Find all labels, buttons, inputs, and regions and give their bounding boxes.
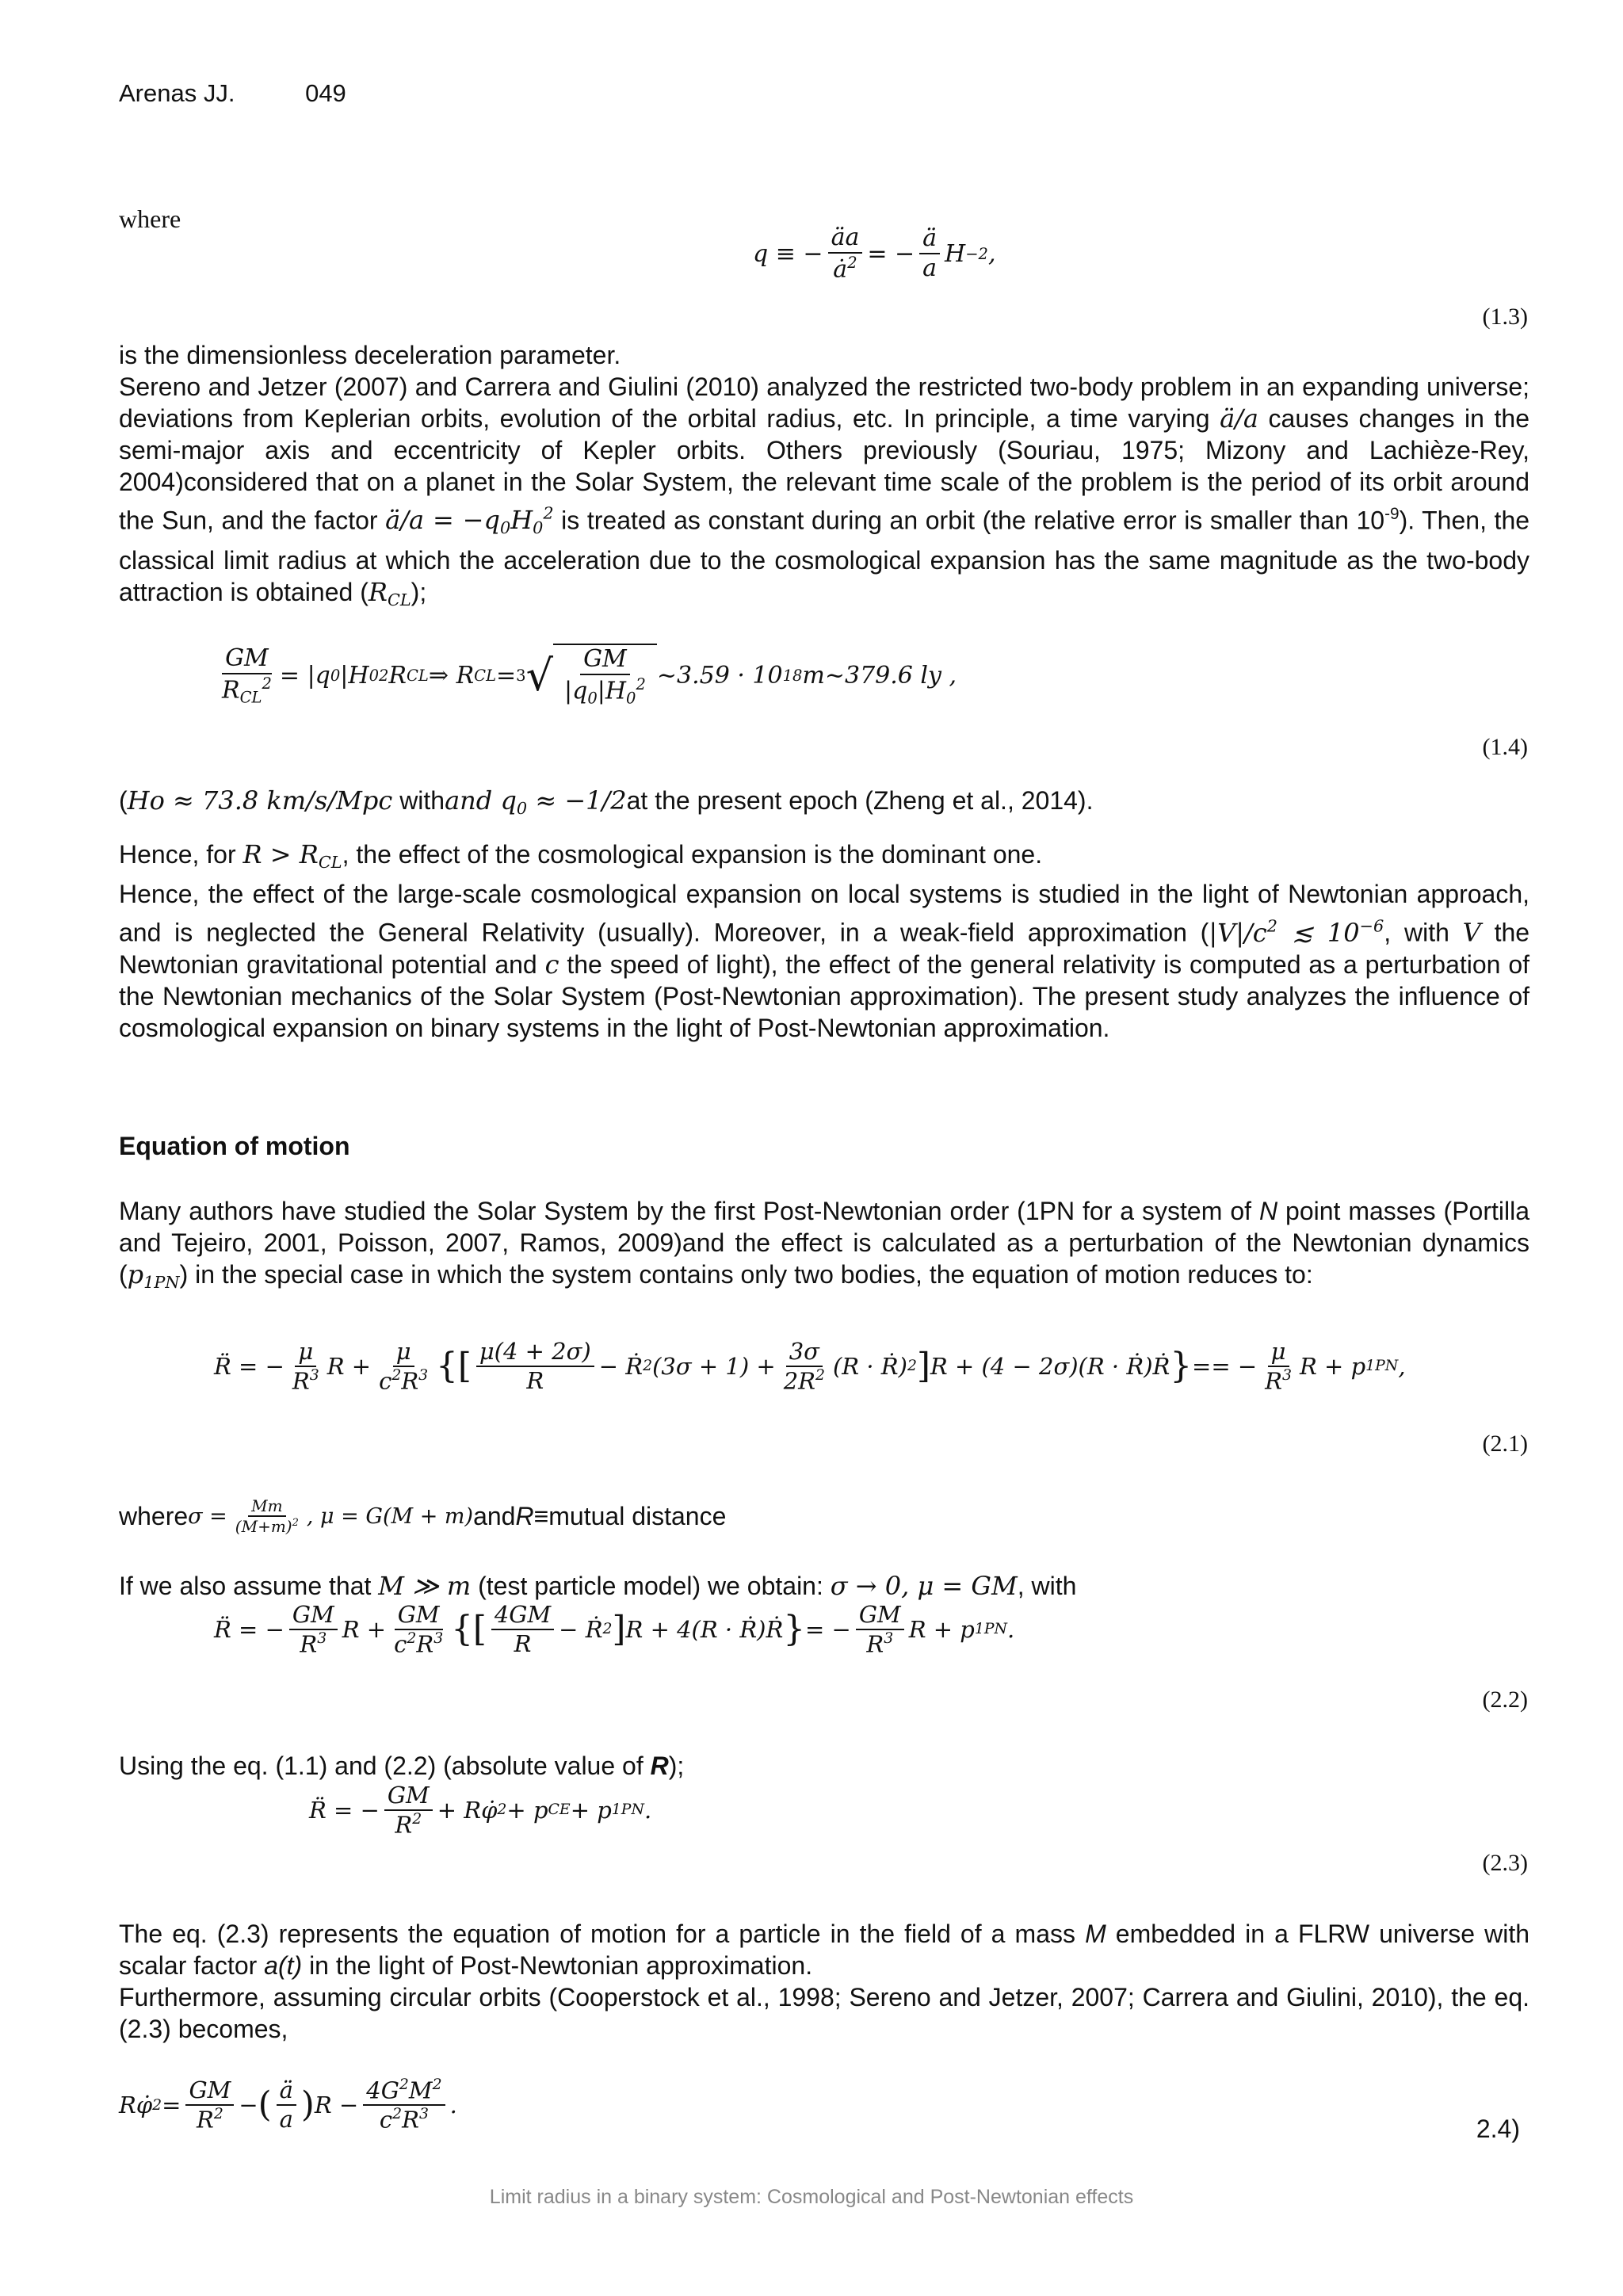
header-author: Arenas JJ. (119, 79, 235, 107)
text-span: in the light of Post-Newtonian approximation. (302, 1951, 813, 1980)
equation-2-3: R̈ = − $\frac{GM}{R^2}$ + Rφ̇ 2 + p CE + p 1PN . (309, 1782, 652, 1839)
math-symbol: q (492, 785, 517, 816)
text-span: where (119, 1501, 189, 1530)
text-span: embedded in a FLRW universe with scalar factor (119, 1920, 1530, 1980)
text-line (119, 785, 1529, 824)
running-header (119, 79, 346, 108)
text-span: ( (119, 786, 128, 815)
text-italic: N (1258, 1197, 1278, 1225)
math-inline: Ho ≈ 73.8 km/s/Mpc (127, 785, 393, 816)
text-span: ); (411, 577, 427, 606)
text-span: The eq. (2.3) represents the equation of motion for a particle in the field of a mass (119, 1920, 1086, 1948)
math-inline: $R > R_{CL}$ (242, 839, 342, 873)
text-span: Hence, the effect of the large-scale cosmological expansion on local systems is studied in the light of Newtonian approach, and is neglected the General Relativity (usually). Moreover, in a weak-field approximation ( (119, 880, 1529, 947)
text-line: is the dimensionless deceleration parameter. (119, 341, 621, 369)
math-inline: ä/a = $-q_0H_0^2$ (385, 504, 554, 538)
math-inline: c (544, 949, 559, 980)
text-span: and (473, 1501, 516, 1530)
text-italic: a(t) (264, 1951, 303, 1980)
text-span: Hence, for (119, 840, 243, 869)
equation-number-2-4: 2.4) (1476, 2115, 1520, 2143)
equation-number-2-3: (2.3) (1482, 1850, 1528, 1876)
where-sigma-line (119, 1496, 726, 1536)
text-block (119, 1918, 1529, 1981)
text-span: point masses (Portilla and Tejeiro, 2001, Poisson, 2007, Ramos, 2009)and the effect is calculated as a perturbation of the Newtonian dynamics ( (119, 1197, 1530, 1289)
math-inline: $R_{CL}$ (368, 576, 411, 609)
text-block (119, 878, 1529, 1043)
paragraph-deceleration (119, 339, 1529, 616)
text-span: at the present epoch (Zheng et al., 2014). (626, 786, 1094, 815)
text-span: is treated as constant during an orbit (the relative error is smaller than 10 (553, 506, 1385, 535)
math-inline: $q_0 \approx -1/2$ (492, 785, 627, 819)
text-span: ≡mutual distance (533, 1501, 727, 1530)
text-span: Using the eq. (1.1) and (2.2) (absolute value of (119, 1752, 651, 1780)
assume-line (119, 1571, 1076, 1601)
paragraph-flrw (119, 1918, 1529, 2045)
math-inline: $|V|/c^2$ ≲ $10^{-6}$ (1209, 916, 1384, 948)
text-span: Many authors have studied the Solar System by the first Post-Newtonian order (1PN for a system of (119, 1197, 1259, 1225)
equation-value-tail: m~379.6 ly , (802, 661, 957, 690)
math-inline: σ → 0, μ = GM (830, 1571, 1018, 1601)
text-span: , with (1017, 1572, 1077, 1600)
section-heading: Equation of motion (119, 1132, 350, 1160)
text-block (119, 371, 1529, 616)
text-span: with (392, 786, 445, 815)
text-span: ) in the special case in which the system contains only two bodies, the equation of motion reduces to: (179, 1260, 1313, 1289)
math-inline: and (445, 785, 493, 816)
equation-2-2: R̈ = − $\frac{GM}{R^3}$ R + $\frac{GM}{c^2R^3}$ {[ $\frac{4GM}{R}$ − Ṙ 2 ] R + 4(R · Ṙ)Ṙ } = − $\frac{GM}{R^3}$ R + p 1PN . (214, 1601, 1015, 1658)
equation-number-1-3: (1.3) (1482, 304, 1528, 330)
text-span: the speed of light), the effect of the general relativity is computed as a perturbation of the Newtonian mechanics of the Solar System (Post-Newtonian approximation). The present study analyzes the influence of cosmological expansion on binary systems in the light of Post-Newtonian approximation. (119, 949, 1529, 1042)
text-span: ); (668, 1752, 685, 1780)
paragraph-pn (119, 1195, 1529, 1298)
math-inline: $p_{1PN}$ (127, 1259, 180, 1293)
text-bold-italic: R (650, 1752, 669, 1780)
math-inline: M ≫ m (378, 1571, 472, 1601)
math-inline: V (1462, 917, 1481, 948)
equation-value: ~3.59 · 10 (656, 661, 783, 690)
equation-1-4: $\frac{GM}{R_{CL}^2}$ = |q 0 |H 0 2 R CL ⇒ R CL = 3 √ $\frac{GM}{|q_0|H_0^2}$ ~3.59 · 10 18 m~379.6 ly , (222, 644, 957, 708)
text-span: the Newtonian gravitational potential and (119, 918, 1530, 979)
text-italic: R (515, 1501, 534, 1530)
equation-number-2-2: (2.2) (1482, 1687, 1528, 1713)
text-exponent: -9 (1384, 505, 1400, 523)
equation-1-3: q ≡ − $\frac{äa}{ȧ^2}$ = − $\frac{ä}{a}$ H −2 , (753, 223, 996, 284)
text-block (119, 1195, 1529, 1298)
paragraph-limit-radius (119, 785, 1529, 1044)
text-span: ). Then, the classical limit radius at which the acceleration due to the cosmological expansion has the same magnitude as the two-body attraction is obtained ( (119, 506, 1530, 606)
text-span: with (1403, 918, 1463, 947)
equation-number-1-4: (1.4) (1482, 734, 1528, 760)
header-page-number: 049 (305, 79, 346, 107)
text-line (119, 839, 1529, 878)
where-label: where (119, 204, 181, 233)
equation-number-2-1: (2.1) (1482, 1431, 1528, 1457)
text-span: causes changes in the semi-major axis and eccentricity of Kepler orbits. Others previously (Souriau, 1975; Mizony and Lachièze-Rey, 2004)considered that on a planet in the Solar System, the relevant time scale of the problem is the period of its orbit around the Sun, and the factor (119, 404, 1530, 535)
text-span: , the effect of the cosmological expansion is the dominant one. (342, 840, 1043, 869)
text-italic: M (1085, 1920, 1106, 1948)
text-span: (test particle model) we obtain: (471, 1572, 831, 1600)
equation-exponent: 18 (782, 666, 803, 685)
text-span: Sereno and Jetzer (2007) and Carrera and Giulini (2010) analyzed the restricted two-body problem in an expanding universe; deviations from Keplerian orbits, evolution of the orbital radius, etc. In principle, a time varying (119, 372, 1529, 433)
equation-2-1: R̈ = − $\frac{\mu}{R^3}$ R + $\frac{\mu}{c^2R^3}$ {[ $\frac{\mu(4 + 2\sigma)}{R}$ − Ṙ 2 (3σ + 1) + $\frac{3\sigma}{2R^2}$ (R · Ṙ) 2 ] R + (4 − 2σ)(R · Ṙ)Ṙ } == − $\frac{\mu}{R^3}$ R + p 1PN , (214, 1338, 1406, 1395)
using-line (119, 1752, 684, 1781)
math-inline: ä/a (1220, 403, 1258, 434)
text-span: , (1384, 918, 1392, 947)
equation-2-4: Rφ̇ 2 = $\frac{GM}{R^2}$ − ( $\frac{ä}{a}$ ) R − $\frac{4G^2M^2}{c^2R^3}$ . (119, 2076, 457, 2134)
text-span: If we also assume that (119, 1572, 379, 1600)
text-block: Furthermore, assuming circular orbits (Cooperstock et al., 1998; Sereno and Jetzer, 2007; Carrera and Giulini, 2010), the eq. (2.3) becomes, (119, 1983, 1529, 2043)
running-footer: Limit radius in a binary system: Cosmological and Post-Newtonian effects (489, 2186, 1134, 2208)
math-value: ≈ −1/2 (527, 785, 627, 816)
math-inline: σ = $\frac{Mm}{(M+m)^2}$ , μ = G(M + m) (188, 1496, 474, 1536)
